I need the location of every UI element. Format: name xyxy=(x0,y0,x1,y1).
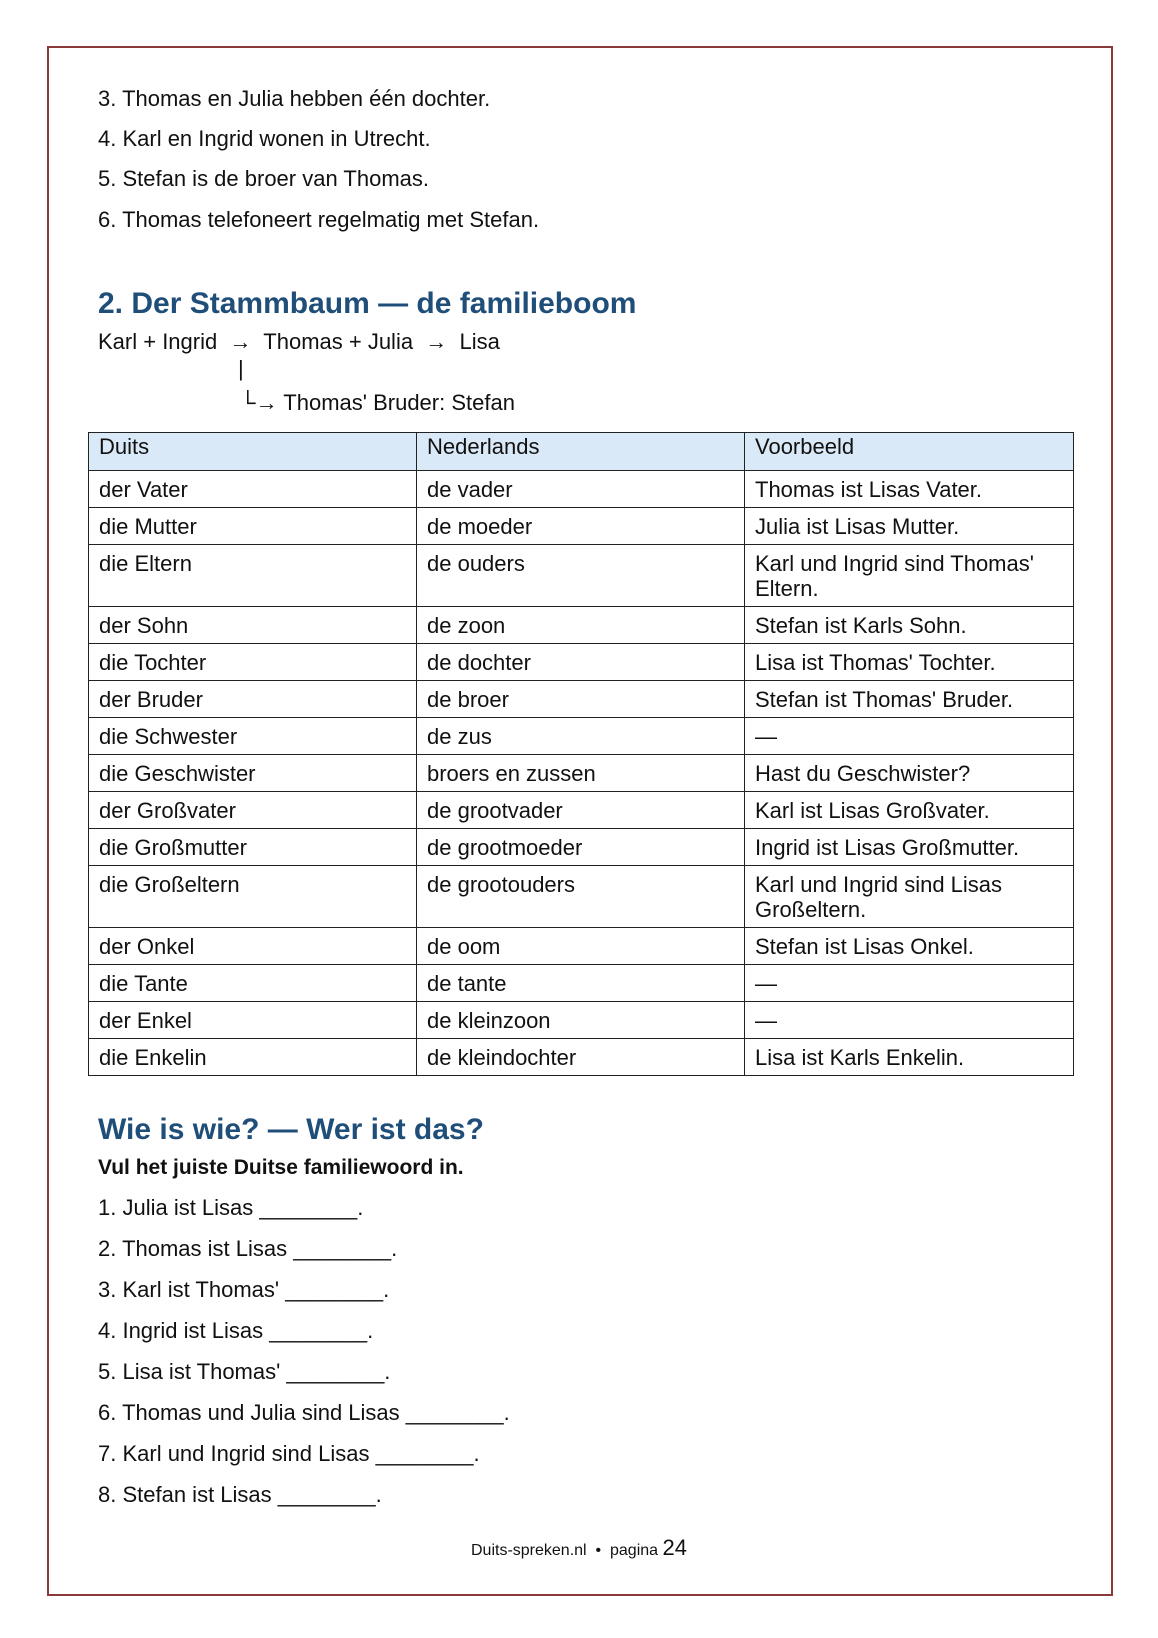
cell-duits: die Großeltern xyxy=(89,866,417,928)
section-title: 2. Der Stammbaum — de familieboom xyxy=(98,287,637,320)
cell-voorbeeld: Julia ist Lisas Mutter. xyxy=(745,508,1074,545)
exercise-item: 4. Ingrid ist Lisas ________. xyxy=(98,1318,374,1343)
family-tree-connector: | xyxy=(238,356,244,381)
cell-voorbeeld: — xyxy=(745,965,1074,1002)
list-item: 4. Karl en Ingrid wonen in Utrecht. xyxy=(98,126,431,151)
footer-page-label: pagina xyxy=(610,1542,659,1559)
exercise-item: 8. Stefan ist Lisas ________. xyxy=(98,1482,382,1507)
cell-duits: der Sohn xyxy=(89,607,417,644)
table-row xyxy=(89,1002,1074,1039)
column-header: Voorbeeld xyxy=(745,433,1074,471)
cell-nederlands: de broer xyxy=(417,681,745,718)
cell-nederlands: de oom xyxy=(417,928,745,965)
page-footer xyxy=(0,1535,1158,1561)
table-row xyxy=(89,607,1074,644)
cell-nederlands: de vader xyxy=(417,471,745,508)
cell-voorbeeld: Stefan ist Lisas Onkel. xyxy=(745,928,1074,965)
page-number: 24 xyxy=(662,1535,687,1560)
cell-voorbeeld: — xyxy=(745,718,1074,755)
table-row xyxy=(89,1039,1074,1076)
cell-duits: der Bruder xyxy=(89,681,417,718)
exercise-item: 1. Julia ist Lisas ________. xyxy=(98,1195,364,1220)
cell-nederlands: de moeder xyxy=(417,508,745,545)
exercise-item: 6. Thomas und Julia sind Lisas ________. xyxy=(98,1400,510,1425)
exercise-title: Wie is wie? — Wer ist das? xyxy=(98,1113,484,1146)
table-row xyxy=(89,718,1074,755)
footer-separator: • xyxy=(595,1542,602,1559)
cell-voorbeeld: Stefan ist Karls Sohn. xyxy=(745,607,1074,644)
table-row xyxy=(89,644,1074,681)
table-row xyxy=(89,965,1074,1002)
exercise-item: 2. Thomas ist Lisas ________. xyxy=(98,1236,398,1261)
table-header-row xyxy=(89,433,1074,471)
cell-duits: die Mutter xyxy=(89,508,417,545)
list-item: 6. Thomas telefoneert regelmatig met Stefan. xyxy=(98,207,540,232)
table-row xyxy=(89,928,1074,965)
table-row xyxy=(89,681,1074,718)
cell-nederlands: de grootvader xyxy=(417,792,745,829)
family-tree-line: └→ Thomas' Bruder: Stefan xyxy=(240,390,515,415)
column-header: Nederlands xyxy=(417,433,745,471)
table-row xyxy=(89,755,1074,792)
cell-nederlands: de dochter xyxy=(417,644,745,681)
cell-nederlands: de zoon xyxy=(417,607,745,644)
table-row xyxy=(89,792,1074,829)
cell-duits: der Enkel xyxy=(89,1002,417,1039)
table-row xyxy=(89,866,1074,928)
cell-duits: die Tante xyxy=(89,965,417,1002)
cell-duits: die Tochter xyxy=(89,644,417,681)
cell-nederlands: broers en zussen xyxy=(417,755,745,792)
cell-nederlands: de kleindochter xyxy=(417,1039,745,1076)
family-tree-line: Karl + Ingrid → Thomas + Julia → Lisa xyxy=(98,329,500,354)
table-row xyxy=(89,545,1074,607)
cell-voorbeeld: Ingrid ist Lisas Großmutter. xyxy=(745,829,1074,866)
cell-nederlands: de grootouders xyxy=(417,866,745,928)
cell-duits: die Geschwister xyxy=(89,755,417,792)
cell-duits: die Enkelin xyxy=(89,1039,417,1076)
cell-voorbeeld: Stefan ist Thomas' Bruder. xyxy=(745,681,1074,718)
cell-voorbeeld: Karl und Ingrid sind Lisas Großeltern. xyxy=(745,866,1074,928)
cell-nederlands: de zus xyxy=(417,718,745,755)
cell-duits: die Schwester xyxy=(89,718,417,755)
cell-voorbeeld: Thomas ist Lisas Vater. xyxy=(745,471,1074,508)
footer-site: Duits-spreken.nl xyxy=(471,1542,587,1559)
cell-duits: der Vater xyxy=(89,471,417,508)
vocabulary-table xyxy=(88,432,1074,1076)
cell-duits: die Großmutter xyxy=(89,829,417,866)
exercise-item: 3. Karl ist Thomas' ________. xyxy=(98,1277,390,1302)
cell-duits: die Eltern xyxy=(89,545,417,607)
cell-voorbeeld: Lisa ist Thomas' Tochter. xyxy=(745,644,1074,681)
list-item: 3. Thomas en Julia hebben één dochter. xyxy=(98,86,491,111)
cell-nederlands: de ouders xyxy=(417,545,745,607)
list-item: 5. Stefan is de broer van Thomas. xyxy=(98,166,429,191)
cell-duits: der Onkel xyxy=(89,928,417,965)
exercise-instruction: Vul het juiste Duitse familiewoord in. xyxy=(98,1156,464,1179)
table-row xyxy=(89,508,1074,545)
exercise-item: 7. Karl und Ingrid sind Lisas ________. xyxy=(98,1441,480,1466)
cell-voorbeeld: Lisa ist Karls Enkelin. xyxy=(745,1039,1074,1076)
column-header: Duits xyxy=(89,433,417,471)
cell-voorbeeld: — xyxy=(745,1002,1074,1039)
cell-voorbeeld: Karl ist Lisas Großvater. xyxy=(745,792,1074,829)
cell-voorbeeld: Karl und Ingrid sind Thomas' Eltern. xyxy=(745,545,1074,607)
table-row xyxy=(89,829,1074,866)
cell-nederlands: de grootmoeder xyxy=(417,829,745,866)
exercise-item: 5. Lisa ist Thomas' ________. xyxy=(98,1359,391,1384)
cell-duits: der Großvater xyxy=(89,792,417,829)
table-row xyxy=(89,471,1074,508)
cell-voorbeeld: Hast du Geschwister? xyxy=(745,755,1074,792)
cell-nederlands: de tante xyxy=(417,965,745,1002)
cell-nederlands: de kleinzoon xyxy=(417,1002,745,1039)
